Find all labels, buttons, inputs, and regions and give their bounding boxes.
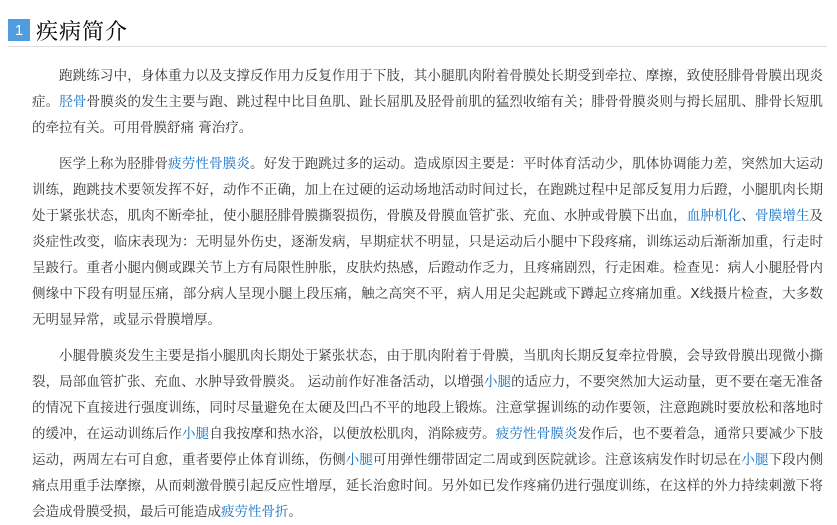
link-tibia[interactable]: 胫骨 — [59, 94, 87, 110]
text-run: 发作后，也不要着急，通常只要减少下肢运动，两周左右可自愈，重者要停止体育训练，伤侧 — [32, 426, 824, 468]
link-hematoma-organization[interactable]: 血肿机化 — [686, 208, 742, 224]
link-stress-fracture[interactable]: 疲劳性骨折 — [221, 504, 289, 520]
text-run: 、 — [741, 208, 755, 224]
text-run: 医学上称为胫腓骨 — [59, 156, 169, 172]
link-calf[interactable]: 小腿 — [483, 374, 512, 390]
text-run: 自我按摩和热水浴，以便放松肌肉，消除疲劳。 — [209, 426, 496, 442]
section-header — [8, 14, 827, 47]
link-fatigue-periostitis[interactable]: 疲劳性骨膜炎 — [168, 156, 251, 172]
section-number-badge: 1 — [8, 19, 30, 41]
text-run: 骨膜炎的发生主要与跑、跳过程中比目鱼肌、趾长屈肌及胫骨前肌的猛烈收缩有关；腓骨骨膜炎则与拇长屈肌、腓骨长短肌的牵拉有关。可用骨膜舒痛 膏治疗。 — [32, 94, 823, 136]
section-title: 疾病简介 — [36, 19, 129, 45]
text-run: 。 — [288, 504, 302, 520]
link-calf[interactable]: 小腿 — [182, 426, 210, 442]
text-run: 小腿骨膜炎发生主要是指小腿肌肉长期处于紧张状态，由于肌肉附着于骨膜，当肌肉长期反复牵拉骨膜，会导致骨膜出现微小撕裂，局部血管扩张、充血、水肿导致骨膜炎。 运动前作好准备活动，以增强 — [32, 348, 823, 390]
text-run: 跑跳练习中，身体重力以及支撑反作用力反复作用于下肢，其小腿肌肉附着骨膜处长期受到牵拉、摩擦，致使胫腓骨骨膜出现炎症。 — [32, 68, 823, 110]
text-run: 及炎症性改变，临床表现为：无明显外伤史，逐渐发病，早期症状不明显，只是运动后小腿中下段疼痛，训练运动后渐渐加重，行走时呈跛行。重者小腿内侧或踝关节上方有局限性肿胀，皮肤灼热感，后蹬动作乏力，且疼痛剧烈，行走困难。检查见：病人小腿胫骨内侧缘中下段有明显压痛，部分病人呈现小腿上段压痛，触之高突不平，病人用足尖起跳或下蹲起立疼痛加重。X线摄片检查，大多数无明显异常，或显示骨膜增厚。 — [32, 208, 824, 328]
paragraph-3 — [32, 343, 823, 525]
text-run: 可用弹性绷带固定二周或到医院就诊。注意该病发作时切忌在 — [373, 452, 742, 468]
text-run: 下段内侧痛点用重手法摩擦，从而刺激骨膜引起反应性增厚，延长治愈时间。另外如已发作疼痛仍进行强度训练，在这样的外力持续刺激下将会造成骨膜受损，最后可能造成 — [32, 452, 824, 520]
link-periosteal-hyperplasia[interactable]: 骨膜增生 — [754, 208, 810, 224]
link-fatigue-periostitis[interactable]: 疲劳性骨膜炎 — [495, 426, 578, 442]
paragraph-2 — [32, 151, 823, 333]
paragraph-1 — [32, 63, 823, 141]
link-calf[interactable]: 小腿 — [741, 452, 769, 468]
text-run: 的适应力，不要突然加大运动量，更不要在毫无准备的情况下直接进行强度训练，同时尽量避免在太硬及凹凸不平的地段上锻炼。注意掌握训练的动作要领，注意跑跳时要放松和落地时的缓冲，在运动训练后作 — [32, 374, 824, 442]
text-run: 。好发于跑跳过多的运动。造成原因主要是：平时体育活动少，肌体协调能力差，突然加大运动训练，跑跳技术要领发挥不好，动作不正确，加上在过硬的运动场地活动时间过长，在跑跳过程中足部反复用力后蹬，小腿肌肉长期处于紧张状态，肌肉不断牵扯，使小腿胫腓骨膜撕裂损伤，骨膜及骨膜血管扩张、充血、水肿或骨膜下出血， — [32, 156, 824, 224]
link-calf[interactable]: 小腿 — [345, 452, 374, 468]
